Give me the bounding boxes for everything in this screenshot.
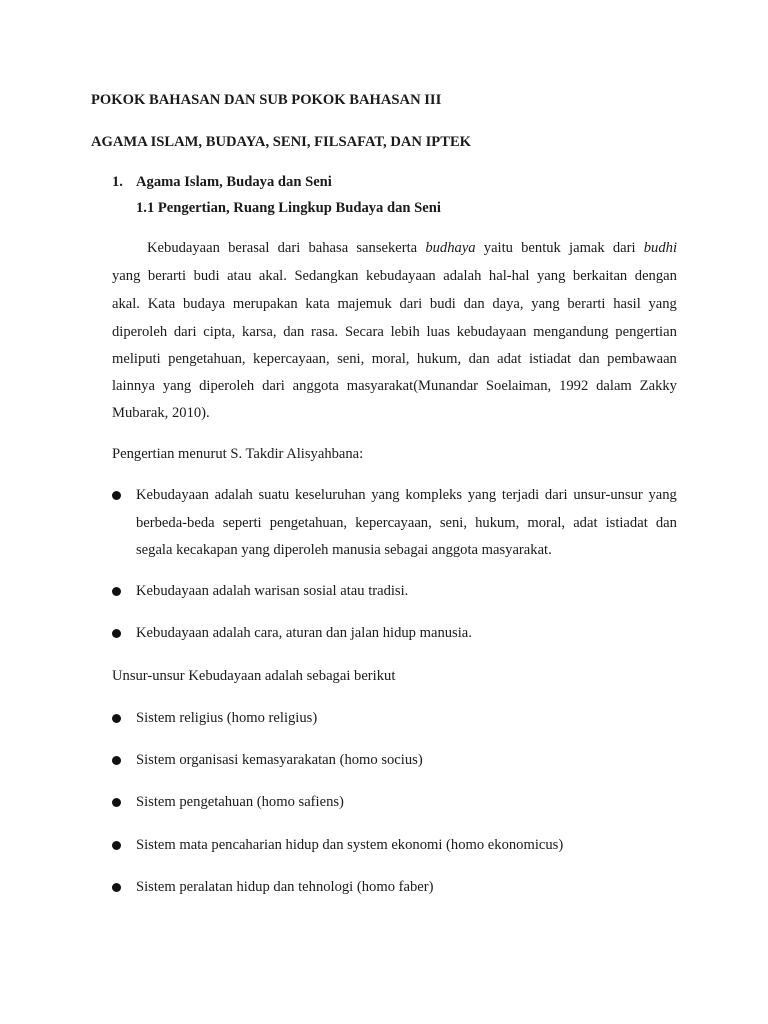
word: masyarakat(Munandar bbox=[346, 378, 479, 394]
word: dan bbox=[578, 351, 600, 367]
word: sansekerta bbox=[356, 240, 418, 256]
word: pengetahuan, bbox=[269, 515, 348, 531]
word: Kata bbox=[147, 296, 176, 312]
definition-3: Kebudayaan adalah cara, aturan dan jalan hidup manusia. bbox=[136, 625, 472, 641]
word: diperoleh bbox=[112, 324, 168, 340]
word: kebudayaan bbox=[366, 268, 436, 284]
word: seni, bbox=[337, 351, 365, 367]
word: unsur-unsur bbox=[573, 487, 643, 503]
word: bentuk bbox=[521, 240, 561, 256]
word: moral, bbox=[371, 351, 410, 367]
bullet-icon bbox=[112, 798, 121, 807]
element-item: Sistem pengetahuan (homo safiens) bbox=[136, 794, 344, 810]
word: kata bbox=[305, 296, 330, 312]
word: yang bbox=[648, 487, 677, 503]
paragraph-line-4 bbox=[112, 324, 677, 341]
paragraph-line-2 bbox=[112, 268, 677, 285]
word: lainnya bbox=[112, 378, 155, 394]
word: dalam bbox=[596, 378, 632, 394]
word: berarti bbox=[147, 268, 187, 284]
word: budaya bbox=[182, 296, 226, 312]
definition-1-line-2 bbox=[136, 515, 677, 532]
definition-2: Kebudayaan adalah warisan sosial atau tradisi. bbox=[136, 583, 409, 599]
word: Kebudayaan bbox=[147, 240, 220, 256]
section-number: 1. bbox=[112, 174, 123, 190]
paragraph-line-5 bbox=[112, 351, 677, 368]
word: dan bbox=[655, 515, 677, 531]
word: pembawaan bbox=[607, 351, 677, 367]
word: hukum, bbox=[416, 351, 462, 367]
word: adalah bbox=[214, 487, 253, 503]
word: moral, bbox=[527, 515, 566, 531]
heading-2: AGAMA ISLAM, BUDAYA, SENI, FILSAFAT, DAN IPTEK bbox=[91, 134, 472, 150]
paragraph-line-1 bbox=[147, 240, 677, 257]
word: hukum, bbox=[475, 515, 520, 531]
word: meliputi bbox=[112, 351, 161, 367]
word: daya, bbox=[492, 296, 524, 312]
word: merupakan bbox=[232, 296, 298, 312]
word: Kebudayaan bbox=[136, 487, 209, 503]
word: kepercayaan, bbox=[355, 515, 432, 531]
word: dari bbox=[544, 487, 568, 503]
word: dari bbox=[262, 378, 285, 394]
word: berbeda-beda bbox=[136, 515, 215, 531]
bullet-icon bbox=[112, 756, 121, 765]
word: kepercayaan, bbox=[253, 351, 330, 367]
word: bahasa bbox=[308, 240, 349, 256]
word: Soelaiman, bbox=[485, 378, 552, 394]
word: luas bbox=[426, 324, 450, 340]
word: yaitu bbox=[483, 240, 513, 256]
word: lebih bbox=[390, 324, 420, 340]
paragraph-line-6 bbox=[112, 378, 677, 395]
bullet-icon bbox=[112, 491, 121, 500]
word: dan bbox=[468, 351, 490, 367]
bullet-icon bbox=[112, 587, 121, 596]
word: adat bbox=[497, 351, 522, 367]
word: anggota bbox=[292, 378, 339, 394]
paragraph-line-3 bbox=[112, 296, 677, 313]
element-item: Sistem organisasi kemasyarakatan (homo socius) bbox=[136, 752, 423, 768]
heading-1: POKOK BAHASAN DAN SUB POKOK BAHASAN III bbox=[91, 92, 442, 108]
word: Secara bbox=[344, 324, 384, 340]
word: budi bbox=[193, 268, 220, 284]
word: budhi bbox=[643, 240, 677, 256]
word: majemuk bbox=[337, 296, 392, 312]
word: mengandung bbox=[533, 324, 609, 340]
word: pengetahuan, bbox=[168, 351, 246, 367]
elements-intro: Unsur-unsur Kebudayaan adalah sebagai berikut bbox=[112, 668, 396, 684]
word: diperoleh bbox=[199, 378, 255, 394]
word: akal. bbox=[112, 296, 140, 312]
word: suatu bbox=[258, 487, 290, 503]
word: dan bbox=[283, 324, 305, 340]
definition-1-line-1 bbox=[136, 487, 677, 504]
bullet-icon bbox=[112, 714, 121, 723]
word: budi bbox=[429, 296, 456, 312]
word: dan bbox=[463, 296, 485, 312]
word: yang bbox=[162, 378, 192, 394]
word: yang bbox=[648, 296, 677, 312]
word: akal. bbox=[258, 268, 287, 284]
word: atau bbox=[227, 268, 252, 284]
word: jamak bbox=[569, 240, 605, 256]
word: terjadi bbox=[501, 487, 540, 503]
word: berkaitan bbox=[572, 268, 628, 284]
word: cipta, bbox=[203, 324, 236, 340]
word: dari bbox=[612, 240, 636, 256]
bullet-icon bbox=[112, 629, 121, 638]
word: yang bbox=[467, 487, 497, 503]
word: karsa, bbox=[242, 324, 277, 340]
definition-1-line-3: segala kecakapan yang diperoleh manusia sebagai anggota masyarakat. bbox=[136, 542, 552, 558]
word: adat bbox=[573, 515, 598, 531]
word: pengertian bbox=[615, 324, 677, 340]
word: dari bbox=[277, 240, 301, 256]
word: istiadat bbox=[528, 351, 572, 367]
word: istiadat bbox=[605, 515, 648, 531]
word: kompleks bbox=[405, 487, 463, 503]
word: rasa. bbox=[311, 324, 339, 340]
definition-intro: Pengertian menurut S. Takdir Alisyahbana: bbox=[112, 446, 364, 462]
section-title: Agama Islam, Budaya dan Seni bbox=[136, 174, 332, 190]
paragraph-line-7: Mubarak, 2010). bbox=[112, 405, 210, 421]
word: 1992 bbox=[559, 378, 589, 394]
word: keseluruhan bbox=[295, 487, 366, 503]
element-item: Sistem mata pencaharian hidup dan system ekonomi (homo ekonomicus) bbox=[136, 837, 564, 853]
word: yang bbox=[112, 268, 141, 284]
word: yang bbox=[371, 487, 400, 503]
element-item: Sistem peralatan hidup dan tehnologi (homo faber) bbox=[136, 879, 434, 895]
bullet-icon bbox=[112, 841, 121, 850]
word: kebudayaan bbox=[456, 324, 527, 340]
word: berarti bbox=[567, 296, 606, 312]
word: berasal bbox=[228, 240, 270, 256]
word: budhaya bbox=[425, 240, 476, 256]
word: hasil bbox=[613, 296, 641, 312]
word: dari bbox=[399, 296, 423, 312]
word: adalah bbox=[443, 268, 482, 284]
word: Sedangkan bbox=[294, 268, 359, 284]
subsection-title: 1.1 Pengertian, Ruang Lingkup Budaya dan Seni bbox=[136, 200, 441, 216]
word: dengan bbox=[634, 268, 677, 284]
element-item: Sistem religius (homo religius) bbox=[136, 710, 318, 726]
word: yang bbox=[531, 296, 560, 312]
word: yang bbox=[537, 268, 566, 284]
word: seperti bbox=[222, 515, 262, 531]
word: seni, bbox=[439, 515, 468, 531]
word: Zakky bbox=[639, 378, 677, 394]
bullet-icon bbox=[112, 883, 121, 892]
word: hal-hal bbox=[488, 268, 530, 284]
word: dari bbox=[173, 324, 197, 340]
